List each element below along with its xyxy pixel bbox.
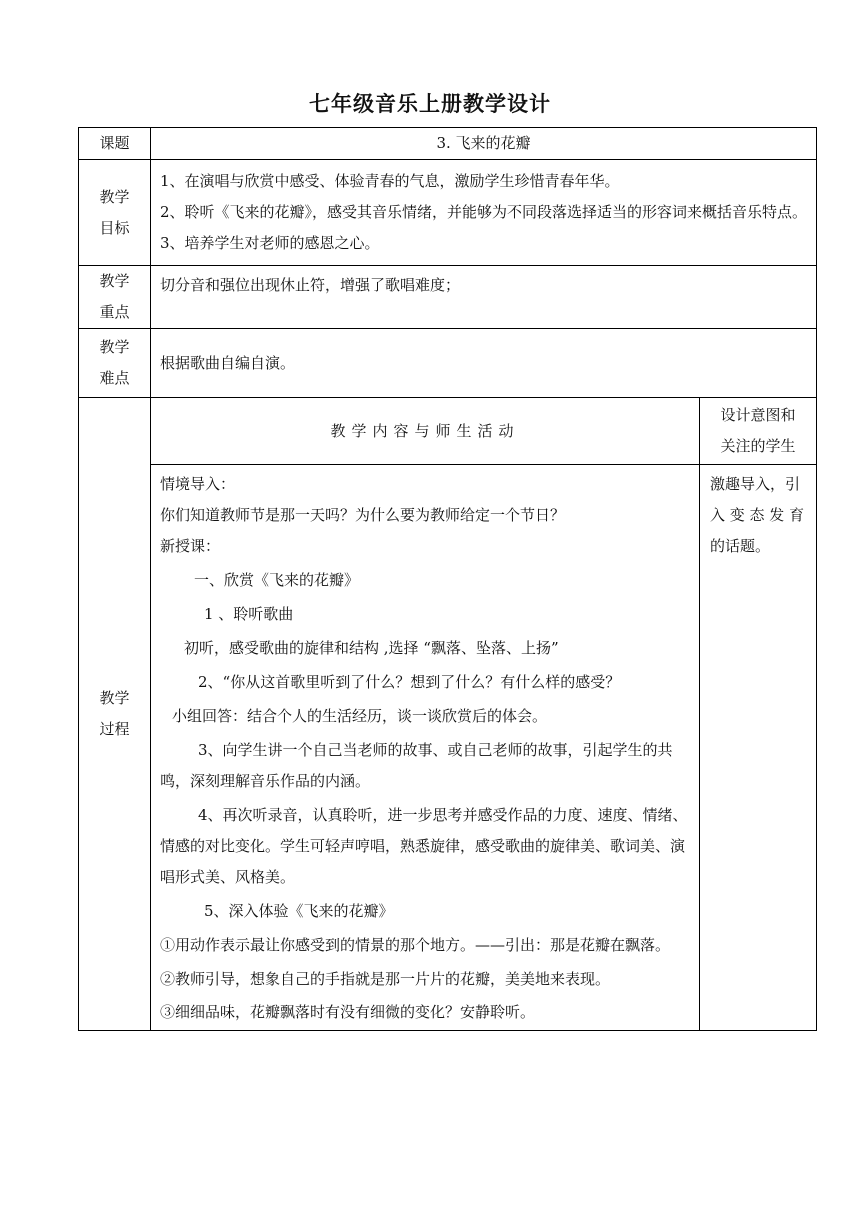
- objectives-label-line-2: 目标: [99, 218, 130, 237]
- difficulties-row: [79, 329, 817, 398]
- design-note-line-2: 入 变 态 发 育: [710, 506, 805, 524]
- key-points-row: [79, 266, 817, 329]
- objectives-content: [151, 160, 817, 266]
- difficulties-label-line-2: 难点: [99, 369, 130, 387]
- process-line: 3、向学生讲一个自己当老师的故事、或自己老师的故事，引起学生的共鸣，深刻理解音乐作品的内涵。: [160, 741, 673, 790]
- process-line: 1 、聆听歌曲: [204, 605, 294, 623]
- process-line: 初听，感受歌曲的旋律和结构 ,选择 “飘落、坠落、上扬”: [184, 639, 559, 657]
- process-line: 2、“你从这首歌里听到了什么？想到了什么？有什么样的感受？: [198, 673, 621, 691]
- objective-item: 2、聆听《飞来的花瓣》，感受其音乐情绪，并能够为不同段落选择适当的形容词来概括音乐特点。: [160, 203, 808, 221]
- topic-label: 课题: [79, 128, 151, 160]
- design-note: [700, 465, 817, 1031]
- topic-value: 3. 飞来的花瓣: [151, 128, 817, 160]
- difficulties-label-line-1: 教学: [99, 338, 130, 356]
- process-content-row: [79, 465, 817, 1031]
- objective-item: 3、培养学生对老师的感恩之心。: [160, 234, 380, 252]
- objectives-label-line-1: 教学: [99, 187, 130, 206]
- key-points-label-line-2: 重点: [99, 303, 130, 321]
- lesson-plan-table: [78, 127, 817, 1031]
- process-line: 4、再次听录音，认真聆听，进一步思考并感受作品的力度、速度、情绪、情感的对比变化。学生可轻声哼唱，熟悉旋律，感受歌曲的旋律美、歌词美、演唱形式美、风格美。: [160, 806, 688, 886]
- content-header: 教学内容与师生活动: [151, 398, 700, 465]
- process-label: [79, 398, 151, 1031]
- objectives-row: [79, 160, 817, 266]
- page-title: 七年级音乐上册教学设计: [309, 92, 551, 116]
- process-line: 新授课：: [160, 537, 221, 555]
- process-line: 你们知道教师节是那一天吗？为什么要为教师给定一个节日？: [160, 506, 566, 524]
- objectives-label: [79, 160, 151, 266]
- key-points-label: [79, 266, 151, 329]
- process-line: 小组回答：结合个人的生活经历，谈一谈欣赏后的体会。: [172, 707, 548, 725]
- key-points-label-line-1: 教学: [99, 272, 130, 290]
- process-line: ②教师引导，想象自己的手指就是那一片片的花瓣，美美地来表现。: [160, 970, 611, 988]
- difficulties-label: [79, 329, 151, 398]
- design-header: [700, 398, 817, 465]
- design-header-line-2: 关注的学生: [720, 437, 796, 455]
- topic-row: [79, 128, 817, 160]
- process-header-row: [79, 398, 817, 465]
- key-points-content: 切分音和强位出现休止符，增强了歌唱难度；: [151, 266, 817, 329]
- process-line: ③细细品味，花瓣飘落时有没有细微的变化？安静聆听。: [160, 1003, 536, 1021]
- process-label-line-1: 教学: [99, 689, 130, 707]
- difficulties-content: 根据歌曲自编自演。: [151, 329, 817, 398]
- objective-item: 1、在演唱与欣赏中感受、体验青春的气息，激励学生珍惜青春年华。: [160, 172, 620, 190]
- design-note-line-3: 的话题。: [710, 537, 771, 555]
- process-line: 情境导入：: [160, 475, 236, 493]
- design-note-line-1: 激趣导入，引: [710, 475, 801, 493]
- process-line: 5、深入体验《飞来的花瓣》: [204, 902, 394, 920]
- process-content: [151, 465, 700, 1031]
- process-line: ①用动作表示最让你感受到的情景的那个地方。——引出：那是花瓣在飘落。: [160, 936, 671, 954]
- process-line: 一、欣赏《飞来的花瓣》: [194, 571, 360, 589]
- design-header-line-1: 设计意图和: [720, 406, 796, 424]
- process-label-line-2: 过程: [99, 720, 130, 738]
